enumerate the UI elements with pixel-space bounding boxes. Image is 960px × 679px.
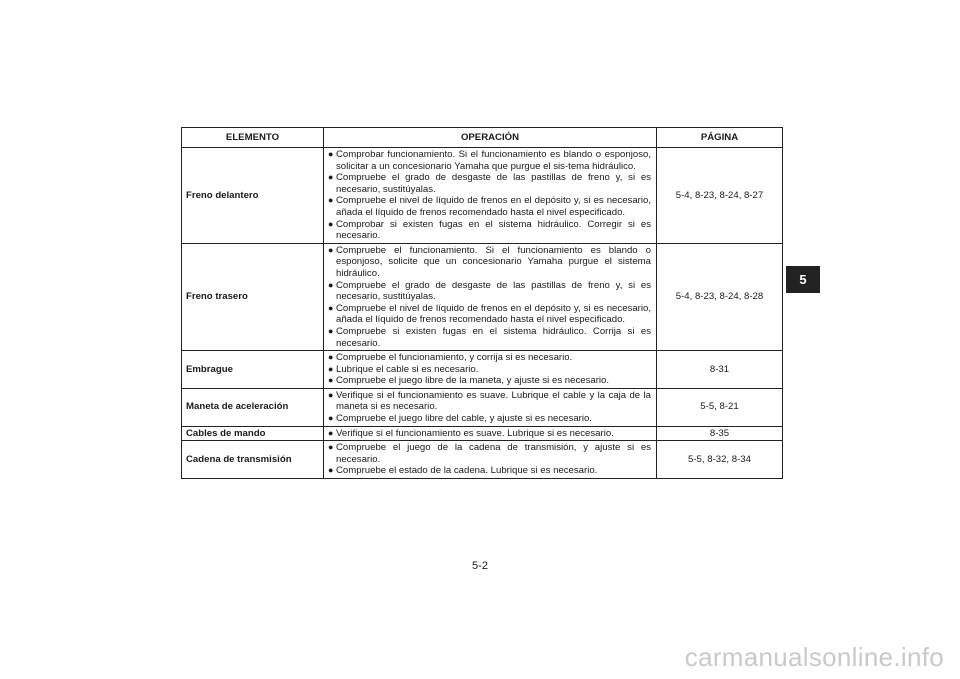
- bullet-icon: ●: [328, 218, 334, 229]
- row-page-cell: 8-35: [657, 426, 783, 441]
- row-element-cell: Embrague: [182, 351, 324, 389]
- table-row: [182, 243, 783, 350]
- bullet-icon: ●: [328, 302, 334, 313]
- list-item: [328, 364, 651, 376]
- operations-list: [328, 390, 651, 425]
- header-page: PÁGINA: [657, 128, 783, 148]
- maintenance-table: [181, 127, 783, 479]
- row-element-cell: Freno delantero: [182, 148, 324, 244]
- list-item: [328, 195, 651, 218]
- bullet-icon: ●: [328, 427, 334, 438]
- row-operations-cell: [324, 388, 657, 426]
- row-element-cell: Freno trasero: [182, 243, 324, 350]
- operation-text: Compruebe el juego libre de la maneta, y ajuste si es necesario.: [336, 375, 610, 387]
- row-page-cell: 5-4, 8-23, 8-24, 8-27: [657, 148, 783, 244]
- list-item: [328, 303, 651, 326]
- list-item: [328, 375, 651, 387]
- bullet-icon: ●: [328, 325, 334, 336]
- chapter-tab: 5: [786, 266, 820, 293]
- list-item: [328, 172, 651, 195]
- row-operations-cell: [324, 148, 657, 244]
- table-row: [182, 388, 783, 426]
- row-operations-cell: [324, 351, 657, 389]
- watermark: carmanualsonline.info: [684, 642, 944, 672]
- operation-text: Comprobar funcionamiento. Si el funcionamiento es blando o esponjoso, solicitar a un concesionario Yamaha que purgue el sis-tema hidráulico.: [336, 149, 651, 172]
- table-header-row: [182, 128, 783, 148]
- operation-text: Compruebe el juego de la cadena de transmisión, y ajuste si es necesario.: [336, 442, 651, 465]
- row-operations-cell: [324, 243, 657, 350]
- row-page-cell: 5-4, 8-23, 8-24, 8-28: [657, 243, 783, 350]
- operation-text: Compruebe el funcionamiento, y corrija si es necesario.: [336, 352, 573, 364]
- table-row: [182, 426, 783, 441]
- row-page-cell: 8-31: [657, 351, 783, 389]
- list-item: [328, 245, 651, 280]
- list-item: [328, 352, 651, 364]
- operation-text: Verifique si el funcionamiento es suave. Lubrique el cable y la caja de la maneta si es necesario.: [336, 389, 651, 413]
- bullet-icon: ●: [328, 465, 334, 476]
- operation-text: Verifique si el funcionamiento es suave. Lubrique si es necesario.: [336, 427, 614, 439]
- bullet-icon: ●: [328, 363, 334, 374]
- bullet-icon: ●: [328, 389, 334, 400]
- row-element-cell: Maneta de aceleración: [182, 388, 324, 426]
- operation-text: Compruebe el juego libre del cable, y ajuste si es necesario.: [336, 413, 592, 425]
- bullet-icon: ●: [328, 442, 334, 453]
- table-row: [182, 351, 783, 389]
- bullet-icon: ●: [328, 149, 334, 159]
- operations-list: [328, 149, 651, 242]
- operation-text: Compruebe el grado de desgaste de las pastillas de freno y, si es necesario, sustitúyalas.: [336, 279, 651, 303]
- list-item: [328, 428, 651, 440]
- operations-list: [328, 352, 651, 387]
- row-page-cell: 5-5, 8-32, 8-34: [657, 441, 783, 479]
- operation-text: Lubrique el cable si es necesario.: [336, 363, 479, 375]
- operations-list: [328, 428, 651, 440]
- operation-text: Compruebe el funcionamiento. Si el funcionamiento es blando o esponjoso, solicite que un concesionario Yamaha purgue el sistema hidráulico.: [336, 244, 651, 279]
- operations-list: [328, 442, 651, 477]
- list-item: [328, 413, 651, 425]
- operation-text: Compruebe el nivel de líquido de frenos en el depósito y, si es necesario, añada el líquido de frenos recomendado hasta el nivel especificado.: [336, 195, 651, 218]
- row-page-cell: 5-5, 8-21: [657, 388, 783, 426]
- list-item: [328, 390, 651, 413]
- bullet-icon: ●: [328, 375, 334, 386]
- list-item: [328, 326, 651, 349]
- bullet-icon: ●: [328, 352, 334, 363]
- bullet-icon: ●: [328, 244, 334, 255]
- operations-list: [328, 245, 651, 349]
- page-number: 5-2: [472, 560, 488, 572]
- list-item: [328, 149, 651, 172]
- bullet-icon: ●: [328, 413, 334, 424]
- header-operation: OPERACIÓN: [324, 128, 657, 148]
- bullet-icon: ●: [328, 279, 334, 290]
- bullet-icon: ●: [328, 172, 334, 183]
- table-row: [182, 148, 783, 244]
- list-item: [328, 219, 651, 242]
- operation-text: Compruebe el grado de desgaste de las pastillas de freno y, si es necesario, sustitúyalas.: [336, 172, 651, 195]
- row-element-cell: Cables de mando: [182, 426, 324, 441]
- header-element: ELEMENTO: [182, 128, 324, 148]
- row-operations-cell: [324, 441, 657, 479]
- operation-text: Compruebe si existen fugas en el sistema hidráulico. Corrija si es necesario.: [336, 325, 651, 349]
- list-item: [328, 442, 651, 465]
- bullet-icon: ●: [328, 195, 334, 206]
- list-item: [328, 465, 651, 477]
- row-element-cell: Cadena de transmisión: [182, 441, 324, 479]
- row-operations-cell: [324, 426, 657, 441]
- operation-text: Comprobar si existen fugas en el sistema hidráulico. Corregir si es necesario.: [336, 218, 651, 242]
- list-item: [328, 280, 651, 303]
- table-row: [182, 441, 783, 479]
- operation-text: Compruebe el estado de la cadena. Lubrique si es necesario.: [336, 465, 598, 477]
- operation-text: Compruebe el nivel de líquido de frenos en el depósito y, si es necesario, añada el líquido de frenos recomendado hasta el nivel especificado.: [336, 302, 651, 326]
